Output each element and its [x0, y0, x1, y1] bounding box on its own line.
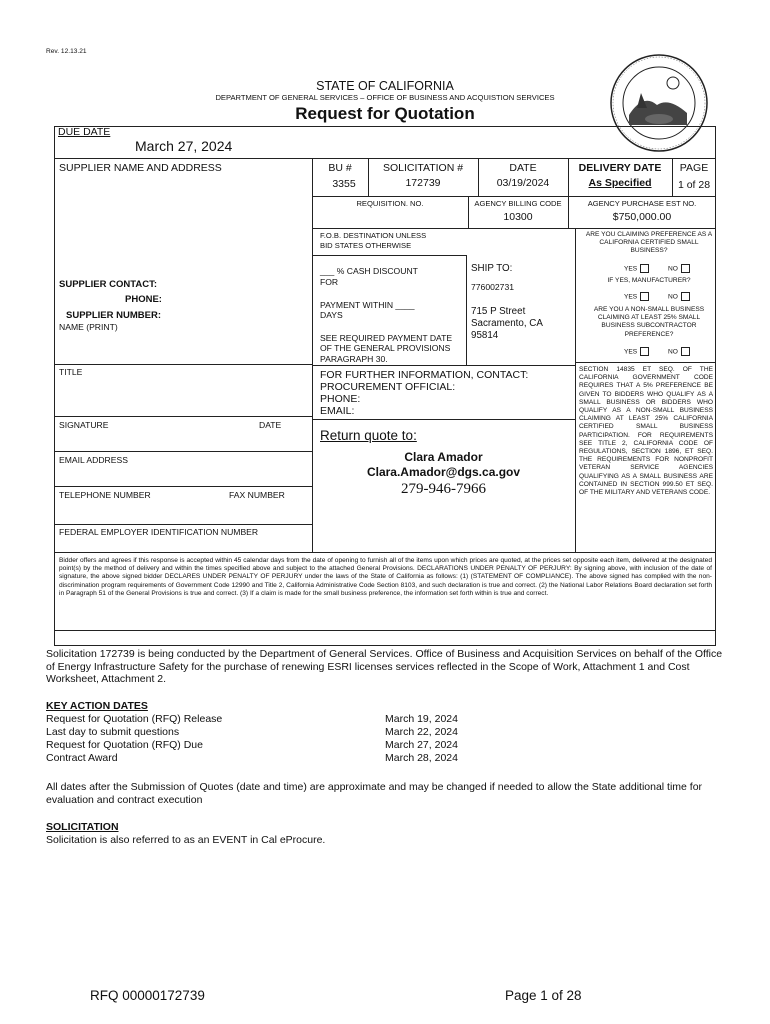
- page-title: Request for Quotation: [295, 104, 475, 123]
- ship-zip: 95814: [471, 330, 499, 341]
- signature-date-label: DATE: [259, 420, 282, 430]
- supplier-contact-label: SUPPLIER CONTACT:: [59, 279, 157, 290]
- signature-label: SIGNATURE: [59, 420, 109, 430]
- state-title: STATE OF CALIFORNIA: [316, 79, 454, 93]
- key-action-row-label: Contract Award: [46, 752, 118, 764]
- ship-city: Sacramento, CA: [471, 318, 543, 329]
- return-quote-label: Return quote to:: [320, 428, 417, 443]
- sb-no-checkbox[interactable]: NO: [668, 264, 693, 273]
- fein-label: FEDERAL EMPLOYER IDENTIFICATION NUMBER: [59, 527, 259, 537]
- page-value: 1 of 28: [677, 179, 711, 191]
- solicitation-value: 172739: [405, 177, 441, 189]
- supplier-phone-label: PHONE:: [125, 294, 162, 305]
- key-action-heading: KEY ACTION DATES: [46, 700, 148, 712]
- procurement-official-label: PROCUREMENT OFFICIAL:: [320, 381, 456, 393]
- ship-to-code: 776002731: [471, 282, 515, 292]
- solicitation-heading: SOLICITATION: [46, 821, 119, 833]
- key-action-row-date: March 27, 2024: [385, 739, 458, 751]
- mfr-yes-checkbox[interactable]: YES: [624, 292, 652, 301]
- key-action-row-label: Request for Quotation (RFQ) Due: [46, 739, 203, 751]
- contact-phone-number: 279-946-7966: [401, 481, 486, 497]
- payment-within-label: PAYMENT WITHIN ____: [320, 300, 415, 310]
- payment-days-label: DAYS: [320, 310, 343, 320]
- bidder-declaration-text: Bidder offers and agrees if this response is accepted within 45 calendar days from the date of opening to furnish all of the items upon which prices are quoted, at the prices set opposite each item, delivered at the designated point(s) by the method of delivery and within the times specified above and subject to the attached General Provisions. DECLARATIONS UNDER PENALTY OF PERJURY: By signing above, with inclusion of the date of signature, the above signed bidder DECLARES UNDER PENALTY OF PERJURY under the laws of the State of California as follows: (1) (STATEMENT OF COMPLIANCE). The above signed has complied with the non-discrimination program requirements of Government Code 12990 and Title 2, California Administrative Code Section 8103, and such declaration is true and correct. (2) the National Labor Relations Board declaration set forth in Paragraph 51 of the General Provisions is true and correct. (3) If a claim is made for the small business preference, the information set forth within is true and correct.: [59, 557, 712, 597]
- nsb-question: ARE YOU A NON-SMALL BUSINESS CLAIMING AT LEAST 25% SMALL BUSINESS SUBCONTRACTOR PREFERENCE?: [593, 306, 705, 338]
- date-value: 03/19/2024: [496, 177, 550, 189]
- key-action-row-date: March 19, 2024: [385, 713, 458, 725]
- footer-rfq-number: RFQ 00000172739: [90, 988, 205, 1003]
- delivery-date-label: DELIVERY DATE: [578, 162, 662, 174]
- see-required-payment: SEE REQUIRED PAYMENT DATE OF THE GENERAL PROVISIONS PARAGRAPH 30.: [320, 333, 453, 364]
- fax-number-label: FAX NUMBER: [229, 490, 285, 500]
- purchase-est-value: $750,000.00: [612, 211, 672, 223]
- supplier-number-label: SUPPLIER NUMBER:: [66, 310, 162, 321]
- further-info-label: FOR FURTHER INFORMATION, CONTACT:: [320, 369, 529, 381]
- department-line: DEPARTMENT OF GENERAL SERVICES – OFFICE OF BUSINESS AND ACQUISTION SERVICES: [215, 93, 555, 102]
- email-address-label: EMAIL ADDRESS: [59, 455, 128, 465]
- sb-preference-question: ARE YOU CLAIMING PREFERENCE AS A CALIFORNIA CERTIFIED SMALL BUSINESS?: [585, 231, 713, 255]
- fob-line1: F.O.B. DESTINATION UNLESS: [320, 231, 427, 240]
- nsb-yes-checkbox[interactable]: YES: [624, 347, 652, 356]
- bu-label: BU #: [328, 162, 352, 174]
- dates-note: All dates after the Submission of Quotes (date and time) are approximate and may be changed if needed to allow the State additional time for evaluation and contract execution: [46, 781, 703, 806]
- key-action-row-date: March 28, 2024: [385, 752, 458, 764]
- for-label: FOR: [320, 277, 339, 287]
- due-date-value: March 27, 2024: [135, 138, 233, 154]
- contact-email-label: EMAIL:: [320, 405, 355, 417]
- key-action-row-label: Last day to submit questions: [46, 726, 180, 738]
- mfr-no-checkbox[interactable]: NO: [668, 292, 693, 301]
- solicitation-text: Solicitation is also referred to as an EVENT in Cal eProcure.: [46, 834, 326, 846]
- footer-page-number: Page 1 of 28: [505, 988, 582, 1003]
- bu-value: 3355: [332, 178, 356, 190]
- requisition-label: REQUISITION. NO.: [356, 199, 424, 208]
- cash-discount-label: ___ % CASH DISCOUNT: [320, 266, 418, 276]
- key-action-row-label: Request for Quotation (RFQ) Release: [46, 713, 223, 725]
- delivery-date-value: As Specified: [588, 177, 652, 189]
- billing-code-value: 10300: [503, 211, 533, 223]
- contact-name: Clara Amador: [404, 450, 483, 464]
- solicitation-label: SOLICITATION #: [382, 162, 464, 174]
- title-label: TITLE: [59, 367, 83, 377]
- revision-label: Rev. 12.13.21: [46, 48, 87, 55]
- telephone-number-label: TELEPHONE NUMBER: [59, 490, 151, 500]
- sb-yes-checkbox[interactable]: YES: [624, 264, 652, 273]
- page-label: PAGE: [679, 162, 709, 174]
- due-date-label: DUE DATE: [58, 126, 111, 138]
- billing-code-label: AGENCY BILLING CODE: [474, 199, 562, 208]
- fob-line2: BID STATES OTHERWISE: [320, 241, 412, 250]
- contact-email-link[interactable]: Clara.Amador@dgs.ca.gov: [366, 465, 521, 479]
- intro-paragraph: Solicitation 172739 is being conducted by the Department of General Services. Office of Business and Acquisition Services on behalf of the Office of Energy Infrastructure Safety for the purchase of renewing ESRI licenses services reflected in the Scope of Work, Attachment 1 and Cost Worksheet, Attachment 2.: [46, 648, 723, 686]
- date-label: DATE: [509, 162, 537, 174]
- ship-to-label: SHIP TO:: [471, 263, 513, 274]
- purchase-est-label: AGENCY PURCHASE EST NO.: [587, 199, 697, 208]
- name-print-label: NAME (PRINT): [59, 322, 118, 332]
- manufacturer-question: IF YES, MANUFACTURER?: [607, 277, 691, 284]
- key-action-row-date: March 22, 2024: [385, 726, 458, 738]
- supplier-name-address-label: SUPPLIER NAME AND ADDRESS: [59, 162, 222, 174]
- section-14835-text: SECTION 14835 ET SEQ. OF THE CALIFORNIA GOVERNMENT CODE REQUIRES THAT A 5% PREFERENCE BE GIVEN TO BIDDERS WHO QUALIFY AS A SMALL BUSINESS OR BIDDERS WHO QUALIFY AS A NON-SMALL BUSINESS CLAIMING AT LEAST 25% CALIFORNIA CERTIFIED SMALL BUSINESS PARTICIPATION. FOR REQUIREMENTS SEE TITLE 2, CALIFORNIA CODE OF REGULATIONS, SECTION 1896, ET SEQ. THE REQUIREMENTS FOR NONPROFIT VETERAN SERVICE AGENCIES QUALIFYING AS A SMALL BUSINESS ARE CONTAINED IN SECTION 999.50 ET SEQ. OF THE MILITARY AND VETERANS CODE.: [579, 366, 713, 497]
- nsb-no-checkbox[interactable]: NO: [668, 347, 693, 356]
- contact-phone-label: PHONE:: [320, 393, 361, 405]
- ship-street: 715 P Street: [471, 306, 526, 317]
